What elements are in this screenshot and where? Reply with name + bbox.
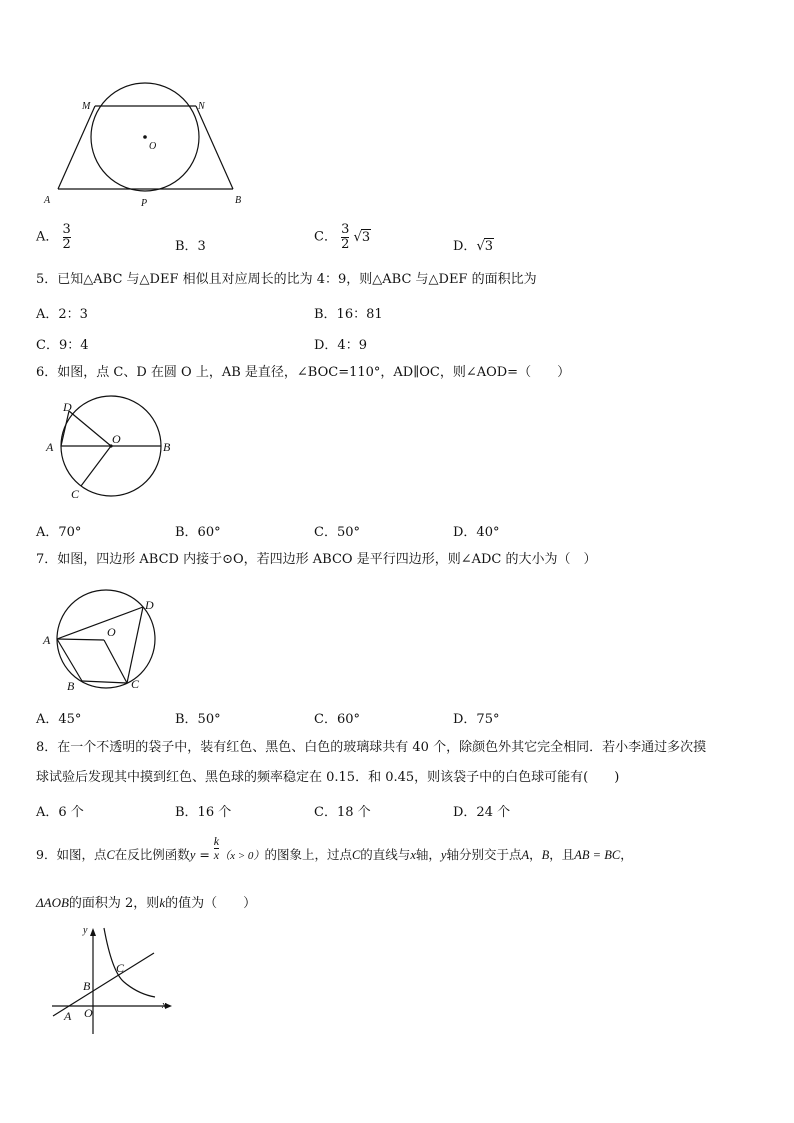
q4-label-O: O [149, 141, 157, 152]
q9-hyperbola [104, 928, 155, 997]
q8-option-c[interactable]: C．18 个 [314, 805, 371, 820]
q9-label-A: A [64, 1009, 72, 1023]
q9-stem-line1: 9．如图，点C在反比例函数y = $\frac{k}{x}$ （x > 0）的图象上，过点C的直线与x轴，y轴分别交于点A，B，且AB = BC， [36, 834, 633, 862]
q9-y-axis-arrow-icon [90, 928, 96, 936]
q9-stem-line2: ΔAOB的面积为 2，则k的值为（ ） [36, 895, 257, 911]
q6-label-A: A [46, 440, 54, 454]
q4-option-d[interactable]: D．√3 [453, 239, 494, 254]
q4-option-c-fraction: $\frac{3}{2}$ [341, 222, 350, 252]
q6-label-O: O [112, 432, 121, 446]
q9-label-y: y [83, 925, 88, 936]
q4-option-a-fraction: $\frac{3}{2}$ [62, 222, 71, 252]
q7-stem: 7．如图，四边形 ABCD 内接于⊙O，若四边形 ABCO 是平行四边形，则∠ADC 的大小为（ ） [36, 552, 597, 567]
q7-option-b[interactable]: B．50° [175, 712, 221, 727]
q9-label-C: C [116, 961, 125, 975]
q5-option-c[interactable]: C．9：4 [36, 338, 89, 353]
q5-option-d[interactable]: D．4：9 [314, 338, 367, 353]
q9-function-fraction: $\frac{k}{x}$ [213, 834, 220, 862]
q8-stem-line1: 8．在一个不透明的袋子中，装有红色、黑色、白色的玻璃球共有 40 个，除颜色外其它完全相同．若小李通过多次摸 [36, 740, 707, 755]
q6-option-b[interactable]: B．60° [175, 525, 221, 540]
q7-option-d[interactable]: D．75° [453, 712, 500, 727]
q7-label-C: C [131, 677, 140, 691]
q8-option-a[interactable]: A．6 个 [36, 805, 84, 820]
q4-option-b[interactable]: B．3 [175, 239, 206, 254]
q7-label-D: D [145, 598, 154, 612]
q6-option-a[interactable]: A．70° [36, 525, 82, 540]
q7-label-O: O [107, 625, 116, 639]
q9-label-O: O [84, 1006, 93, 1020]
q4-label-N: N [198, 101, 205, 112]
q4-label-M: M [82, 101, 91, 112]
q7-label-A: A [43, 633, 51, 647]
q8-option-b[interactable]: B．16 个 [175, 805, 232, 820]
q6-label-D: D [63, 400, 72, 414]
q8-option-d[interactable]: D．24 个 [453, 805, 511, 820]
sqrt-icon: √ [476, 239, 485, 254]
q9-label-x: x [162, 1000, 167, 1011]
q4-label-A: A [44, 195, 51, 206]
q4-option-a[interactable]: A． $\frac{3}{2}$ [36, 222, 71, 252]
q4-option-c[interactable]: C． $\frac{3}{2}$ √3 [314, 222, 371, 252]
q7-option-a[interactable]: A．45° [36, 712, 82, 727]
q7-option-c[interactable]: C．60° [314, 712, 360, 727]
q5-stem: 5．已知△ABC 与△DEF 相似且对应周长的比为 4：9，则△ABC 与△DEF 的面积比为 [36, 272, 537, 287]
q6-stem: 6．如图，点 C、D 在圆 O 上，AB 是直径，∠BOC=110°，AD∥OC，则∠AOD=（ ） [36, 365, 571, 380]
q6-option-c[interactable]: C．50° [314, 525, 360, 540]
q4-label-P: P [141, 198, 148, 209]
sqrt-icon: √ [353, 230, 362, 246]
q6-label-B: B [163, 440, 171, 454]
q5-option-a[interactable]: A．2：3 [36, 307, 88, 322]
q5-option-b[interactable]: B．16：81 [314, 307, 383, 322]
q9-label-B: B [83, 979, 91, 993]
q4-label-B: B [235, 195, 242, 206]
q6-label-C: C [71, 487, 80, 501]
q6-option-d[interactable]: D．40° [453, 525, 500, 540]
q7-label-B: B [67, 679, 75, 693]
q8-stem-line2: 球试验后发现其中摸到红色、黑色球的频率稳定在 0.15．和 0.45，则该袋子中的白色球可能有( ) [36, 770, 620, 785]
